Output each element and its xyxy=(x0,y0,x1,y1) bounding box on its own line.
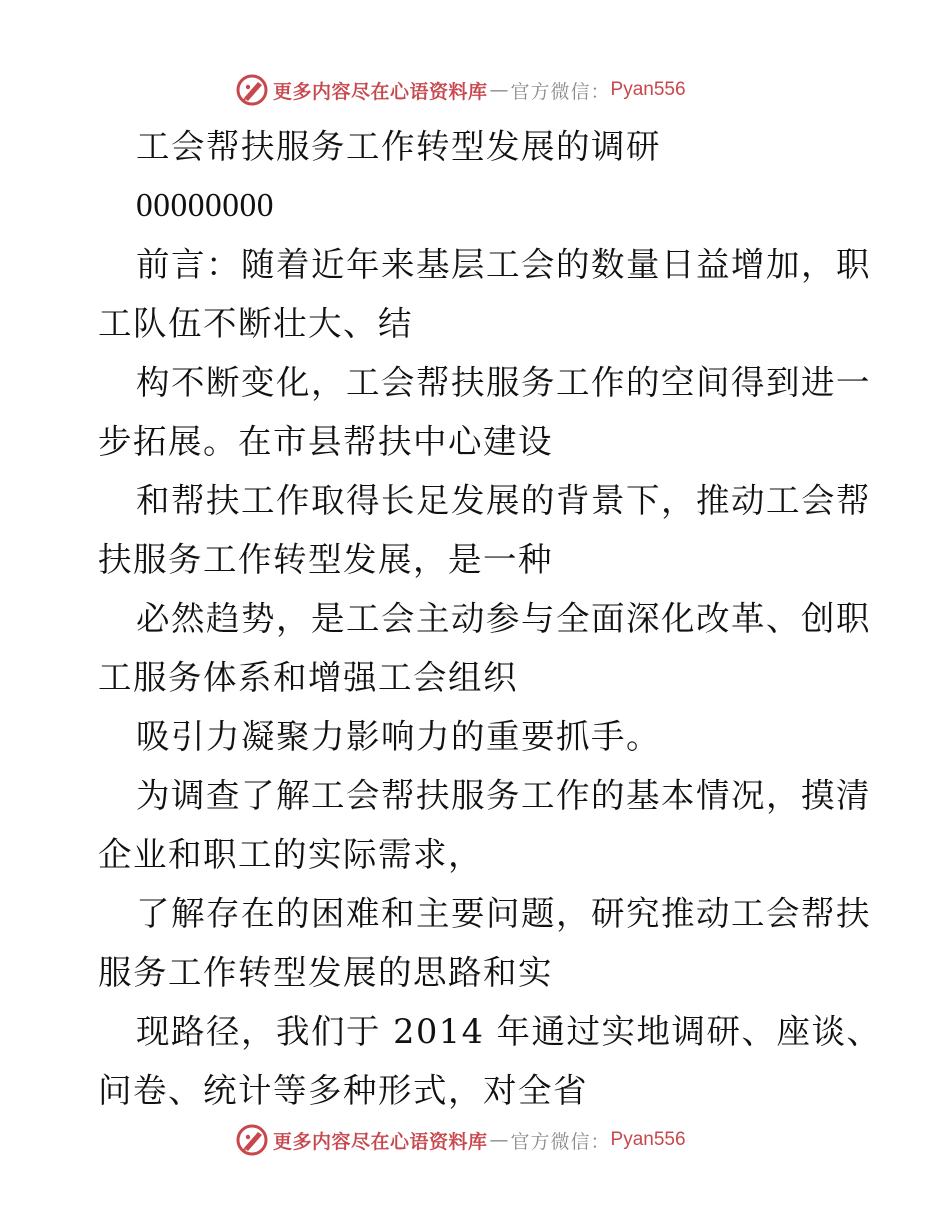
watermark-account-id: Pyan556 xyxy=(610,79,686,100)
watermark-main-text: 更多内容尽在心语资料库 xyxy=(273,1130,488,1153)
paragraph-line: 问卷、统计等多种形式，对全省 xyxy=(98,1071,588,1110)
watermark-footer xyxy=(235,1123,686,1157)
paragraph-line: 现路径，我们于 2014 年通过实地调研、座谈、 xyxy=(136,1012,882,1051)
paragraph-line: 必然趋势，是工会主动参与全面深化改革、创职 xyxy=(136,599,871,638)
paragraph-line: 工服务体系和增强工会组织 xyxy=(98,658,518,697)
watermark-header xyxy=(235,73,686,107)
document-title: 工会帮扶服务工作转型发展的调研 xyxy=(136,127,661,166)
paragraph-line: 服务工作转型发展的思路和实 xyxy=(98,953,553,992)
watermark-separator: — xyxy=(489,1129,509,1151)
paragraph-line: 前言：随着近年来基层工会的数量日益增加，职 xyxy=(136,245,871,284)
paragraph-line: 为调查了解工会帮扶服务工作的基本情况，摸清 xyxy=(136,776,871,815)
pen-logo-icon xyxy=(235,1123,269,1157)
paragraph-line: 构不断变化，工会帮扶服务工作的空间得到进一 xyxy=(136,363,871,402)
watermark-separator: — xyxy=(489,79,509,101)
watermark-main-text: 更多内容尽在心语资料库 xyxy=(273,80,488,103)
pen-logo-icon xyxy=(235,73,269,107)
paragraph-line: 扶服务工作转型发展，是一种 xyxy=(98,540,553,579)
paragraph-line: 工队伍不断壮大、结 xyxy=(98,304,413,343)
watermark-account-id: Pyan556 xyxy=(610,1129,686,1150)
paragraph-line: 步拓展。在市县帮扶中心建设 xyxy=(98,422,553,461)
document-code: 00000000 xyxy=(136,187,274,224)
paragraph-line: 了解存在的困难和主要问题，研究推动工会帮扶 xyxy=(136,894,871,933)
watermark-official-label: 官方微信： xyxy=(510,80,611,103)
watermark-official-label: 官方微信： xyxy=(510,1130,611,1153)
paragraph-line: 企业和职工的实际需求， xyxy=(98,835,483,874)
paragraph-line: 吸引力凝聚力影响力的重要抓手。 xyxy=(136,717,661,756)
paragraph-line: 和帮扶工作取得长足发展的背景下，推动工会帮 xyxy=(136,481,871,520)
